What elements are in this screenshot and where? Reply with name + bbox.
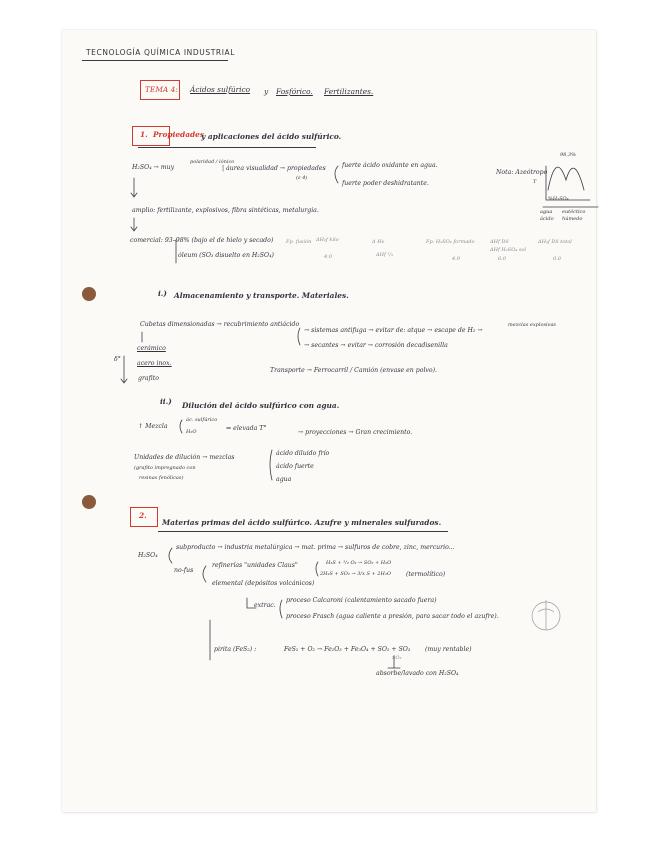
- s2-termolitico: (termolítico): [406, 571, 446, 578]
- s2-brace-2: [203, 566, 206, 582]
- section2-title: Materias primas del ácido sulfúrico. Azufre y minerales sulfurados.: [162, 518, 442, 527]
- si-cubetas: Cubetas dimensionadas → recubrimiento antiácido: [140, 321, 300, 328]
- s2-reaction-pirita: FeS₂ + O₂ → Fe₂O₃ + Fe₃O₄ + SO₂ + SO₃: [284, 646, 411, 653]
- s2-reaction-1: H₂S + ³/₂ O₂ → SO₂ + H₂O: [326, 560, 392, 566]
- s2-h2so4: H₂SO₄: [138, 552, 158, 559]
- s1-diagram-bottom: %H₂SO₄: [548, 196, 569, 202]
- s2-pirita: pirita (FeS₂) :: [214, 646, 257, 653]
- s2-proceso-frasch: proceso Frasch (agua caliente a presión, para sacar todo el azufre).: [286, 613, 499, 620]
- sii-proyecciones: → proyecciones → Gran crecimiento.: [298, 429, 413, 436]
- s2-extrac-bracket: [247, 598, 256, 608]
- s1-nota-azeotropo: Nota: Azeótropo: [496, 169, 548, 176]
- s1-annot-8: ΔH₂ƒ Dil total: [538, 239, 572, 245]
- tema-title-fosforico: Fosfórico.: [276, 87, 313, 96]
- s1-h2so4-line: H₂SO₄ → muy: [132, 164, 175, 171]
- sii-unidades-dilucion: Unidades de dilución → mezclas: [134, 454, 235, 461]
- s1-comercial: comercial: 93–98% (bajo el de hielo y secado): [130, 237, 274, 244]
- s1-annot-4: ΔHf ¹/₂: [376, 252, 394, 258]
- azeotrope-curve: [548, 167, 584, 190]
- s1-annot-2: Fp. fusión: [286, 239, 312, 245]
- s2-proceso-calcaroni: proceso Calcaroni (calentamiento sacado fuera): [286, 597, 437, 604]
- s1-diagram-top: 98,3%: [560, 152, 576, 158]
- s1-acido-oxidante: fuerte ácido oxidante en agua.: [342, 162, 438, 169]
- sii-grafito: (grafito impregnado con: [134, 465, 196, 471]
- azeotrope-axes: [546, 166, 590, 200]
- s1-deshidratante: fuerte poder deshidratante.: [342, 180, 429, 187]
- section-i-number: i.): [158, 289, 167, 298]
- s2-elemental: elemental (depósitos volcánicos): [212, 580, 315, 587]
- si-secantes: → secantes → evitar → corrosión decadisenilla: [304, 342, 448, 349]
- s1-annot-1: ΔH₂ƒ kilo: [316, 237, 339, 243]
- section1-number: 1.: [140, 130, 148, 139]
- s1-annot-6: ΔHf Dil: [490, 239, 509, 245]
- section2-number: 2.: [139, 511, 147, 520]
- si-brace: [298, 328, 300, 345]
- tema-title-fertilizantes: Fertilizantes.: [324, 87, 374, 96]
- s2-sketch-apparatus: [538, 600, 554, 630]
- sii-brace: [180, 420, 182, 433]
- sii-agua: agua: [276, 476, 292, 483]
- s1-aplicaciones: amplio: fertilizante, explosivos, fibra sintéticas, metalurgia.: [132, 207, 319, 214]
- sii-mezcla: ↑ Mezcla: [138, 423, 168, 430]
- s2-subproducto: subproducto → industria metalúrgica → mat. prima → sulfuros de cobre, zinc, mercurio...: [176, 544, 455, 551]
- s1-diagram-eutectico: eutéctico: [562, 209, 586, 215]
- s1-annot-5: Fp. H₂SO₄ formado: [426, 239, 475, 245]
- sii-resinas: resinas fenólicas): [139, 475, 184, 481]
- sii-h2o: H₂O: [186, 429, 197, 435]
- s1-polaridad: polaridad / iónico: [190, 159, 235, 165]
- s2-absorbe-lavado: absorbe/lavado con H₂SO₄: [376, 670, 459, 677]
- tema-title-sulfurico: Ácidos sulfúrico: [190, 85, 251, 94]
- s1-epsilon: (ε 4): [296, 175, 308, 181]
- s2-reaction-2: 2H₂S + SO₂ → 3/x S + 2H₂O: [320, 571, 391, 577]
- s1-oleum: óleum (SO₃ disuelto en H₂SO₄): [178, 252, 274, 259]
- s2-extrac-brace: [280, 600, 282, 618]
- si-grafito: grafito: [138, 375, 159, 382]
- s1-diagram-t: T: [533, 179, 537, 185]
- section1-title: y aplicaciones del ácido sulfúrico.: [201, 132, 342, 141]
- s1-annot-7: ΔHf H₂SO₄ sol: [490, 247, 527, 253]
- sii-acido-diluido: ácido diluido frío: [276, 450, 330, 457]
- si-antifuga: → sistemas antifuga → evitar de: atque → escape de H₂ →: [304, 327, 483, 334]
- si-acero-inox: acero inox.: [137, 360, 172, 367]
- s2-muy-rentable: (muy rentable): [425, 646, 472, 653]
- s1-brace: [335, 166, 338, 183]
- tema-number: TEMA 4:: [145, 85, 178, 94]
- sii-acido-fuerte: ácido fuerte: [276, 463, 314, 470]
- section1-title-highlight: Propiedades: [153, 130, 205, 139]
- si-ceramico: cerámico: [137, 345, 166, 352]
- section-ii-title: Dilución del ácido sulfúrico con agua.: [182, 401, 340, 410]
- si-mezclas-explosivas: mezclas explosivas: [508, 322, 556, 328]
- s2-refinerias-claus: refinerías "unidades Claus": [212, 562, 298, 569]
- s2-no-fus: no-fus: [174, 567, 194, 574]
- section-i-title: Almacenamiento y transporte. Materiales.: [174, 291, 349, 300]
- s2-so3-mark: SO₃: [392, 655, 402, 661]
- s1-propiedades: | áurea visualidad → propiedades: [222, 165, 326, 172]
- sii-elevada-t: ⇒ elevada T°: [226, 425, 267, 432]
- s2-extrac: extrac.: [254, 602, 276, 609]
- sii-brace-2: [270, 450, 272, 480]
- s1-diagram-humedo: húmedo: [562, 216, 583, 222]
- si-transporte: Transporte → Ferrocarril / Camión (envase en polvo).: [270, 367, 438, 374]
- s1-value-2: 4.9: [452, 256, 460, 262]
- s1-value-4: 0.0: [553, 256, 561, 262]
- s1-value-1: 4.0: [324, 254, 332, 260]
- s1-diagram-acido: ácido: [540, 216, 554, 222]
- s1-diagram-agua: agua: [540, 209, 553, 215]
- si-delta: δ°: [114, 356, 121, 363]
- s1-annot-3: Δ Hv: [372, 239, 385, 245]
- s2-brace-3: [316, 562, 318, 576]
- s2-brace: [169, 548, 172, 563]
- s1-value-3: 6.0: [498, 256, 506, 262]
- page-header-title: TECNOLOGÍA QUÍMICA INDUSTRIAL: [86, 48, 236, 57]
- sii-sulfurico: ác. sulfúrico: [186, 417, 218, 423]
- section-ii-number: ii.): [160, 397, 172, 406]
- tema-title-conj: y: [264, 87, 269, 96]
